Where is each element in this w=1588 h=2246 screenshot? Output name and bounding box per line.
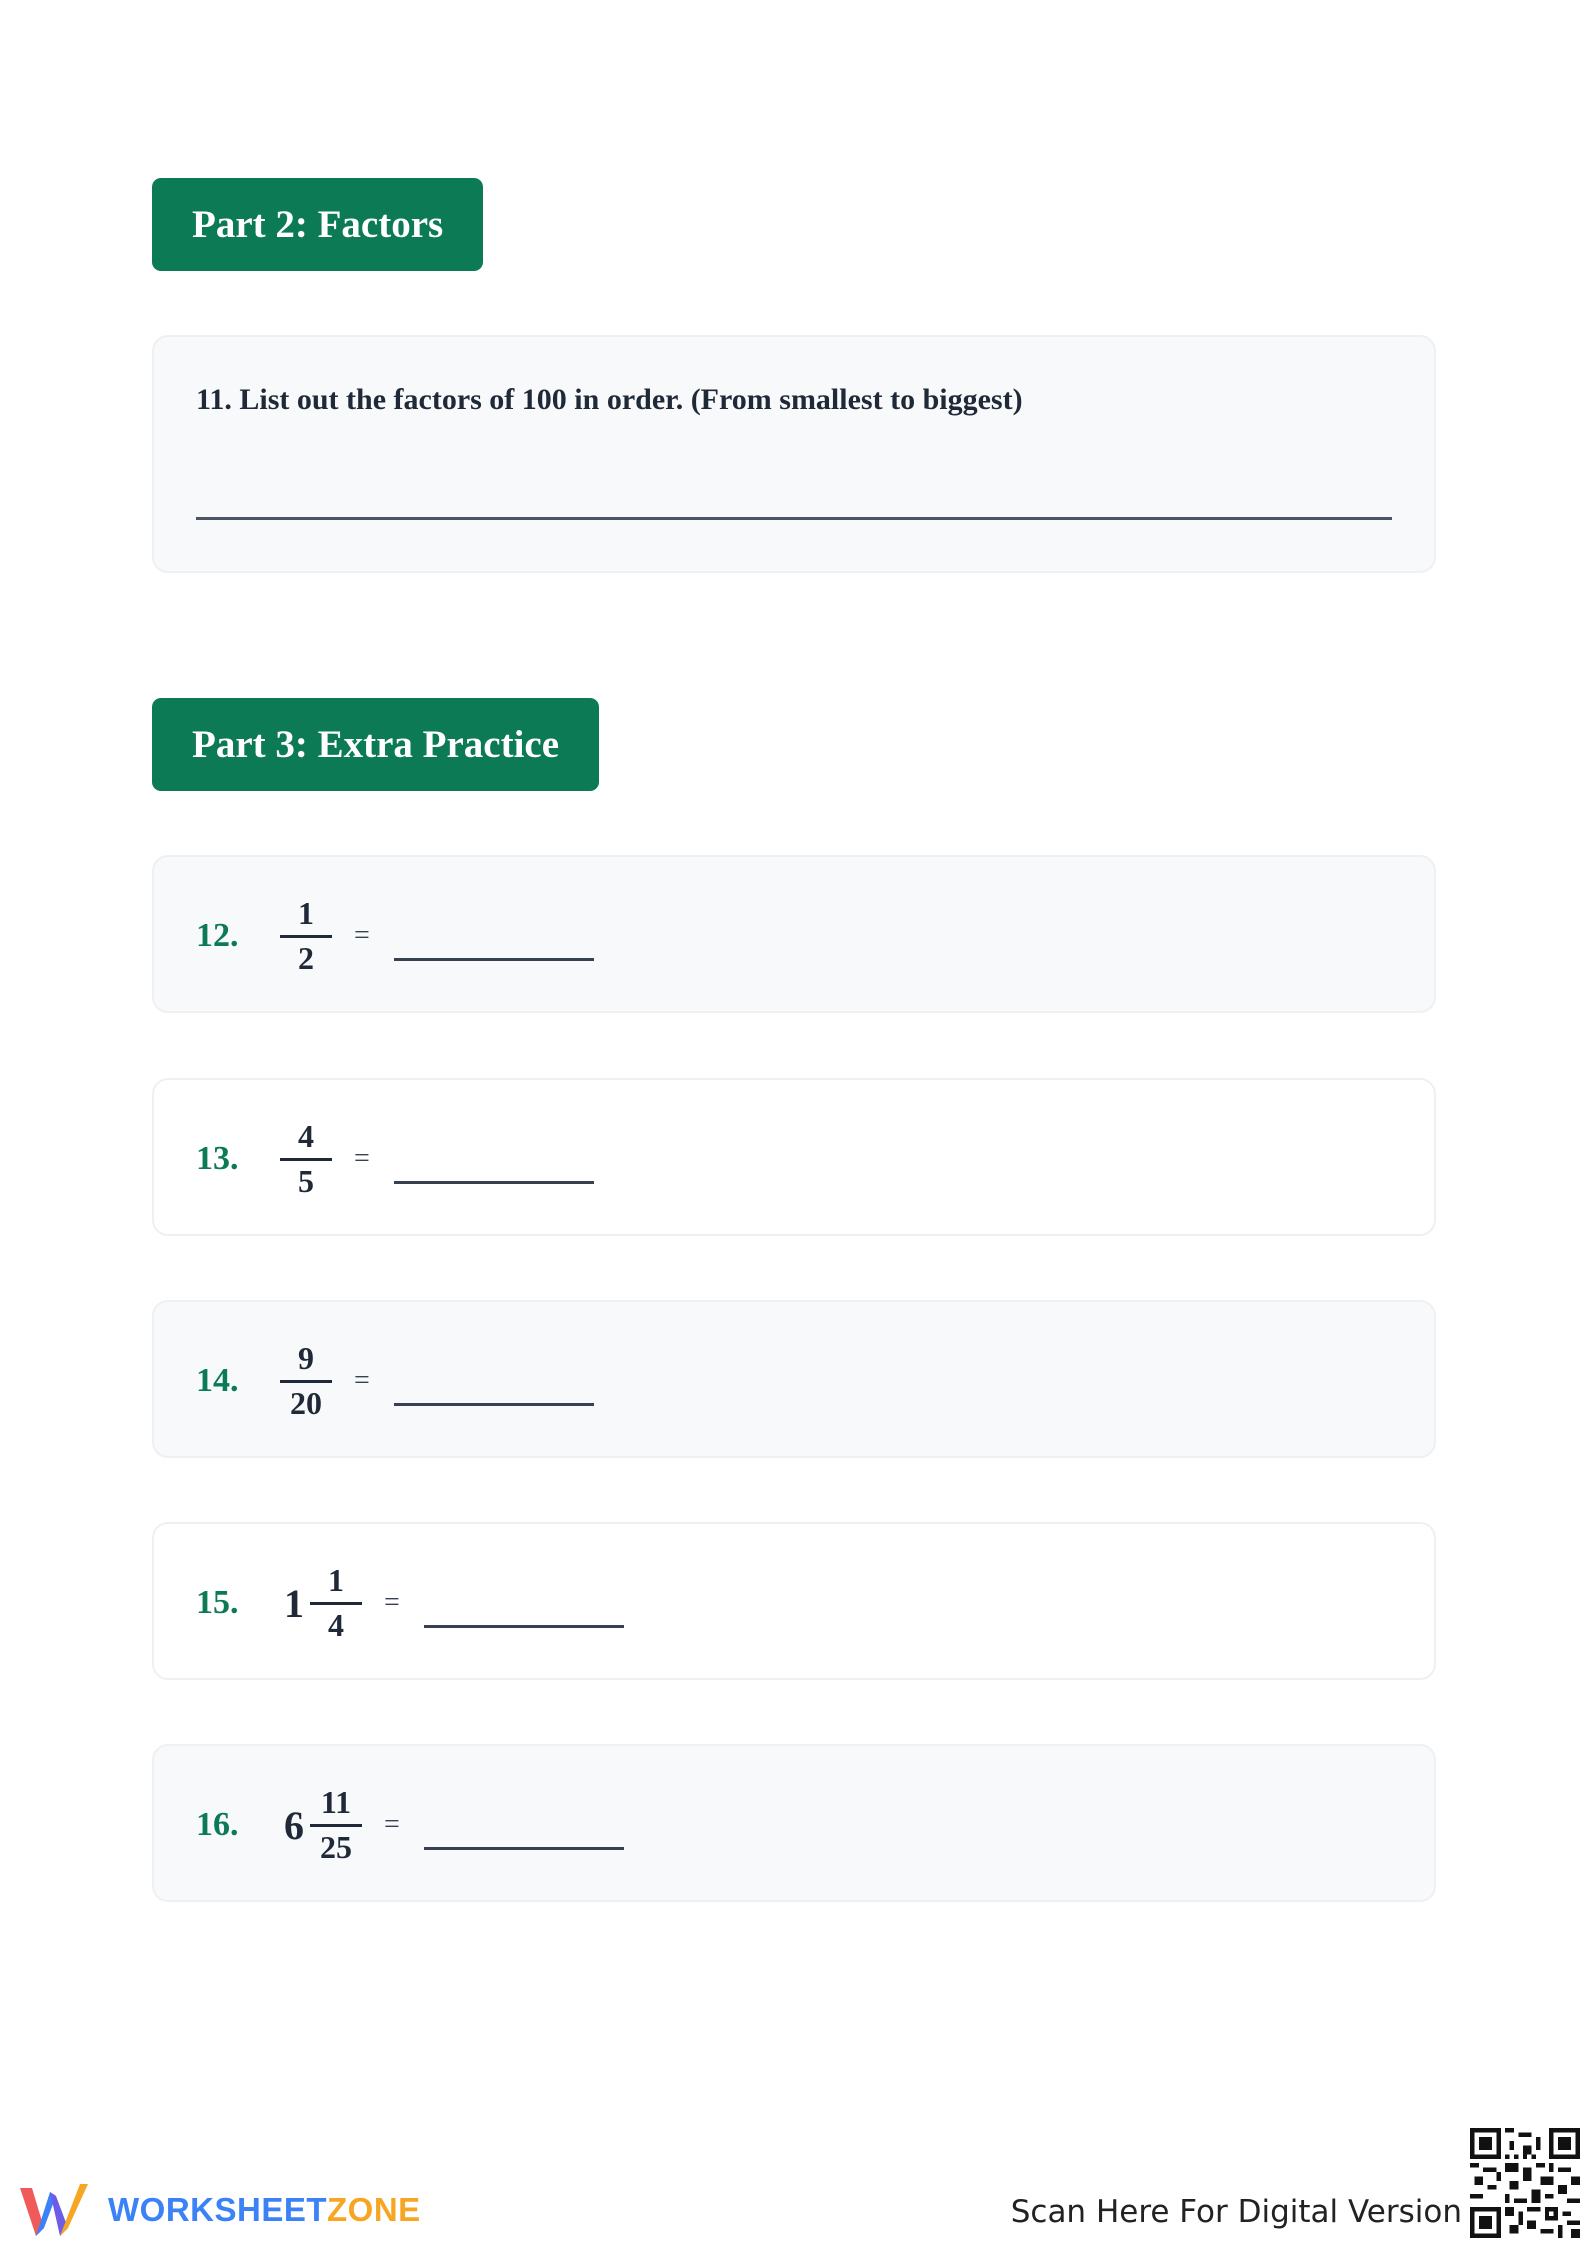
answer-blank[interactable] xyxy=(394,1403,594,1406)
denominator: 20 xyxy=(290,1384,322,1421)
numerator: 4 xyxy=(298,1118,314,1155)
fraction-bar xyxy=(310,1602,362,1605)
question-card xyxy=(152,1744,1436,1902)
numerator: 11 xyxy=(320,1784,352,1821)
question-card xyxy=(152,1522,1436,1680)
footer-logo[interactable] xyxy=(18,2182,421,2238)
numerator: 9 xyxy=(298,1340,314,1377)
question-11-card xyxy=(152,335,1436,573)
brand-part-1: WORKSHEET xyxy=(108,2191,327,2228)
denominator: 5 xyxy=(298,1162,314,1199)
fraction-bar xyxy=(280,1380,332,1383)
numerator: 1 xyxy=(328,1562,344,1599)
numerator: 1 xyxy=(298,895,314,932)
fraction-expression xyxy=(284,1080,594,1238)
brand-part-2: ZONE xyxy=(327,2191,421,2228)
equals-sign: = xyxy=(354,1365,370,1396)
fraction-expression xyxy=(284,857,594,1015)
fraction xyxy=(284,896,328,975)
answer-blank[interactable] xyxy=(394,1181,594,1184)
denominator: 2 xyxy=(298,939,314,976)
denominator: 25 xyxy=(320,1828,352,1865)
answer-blank[interactable] xyxy=(394,958,594,961)
equals-sign: = xyxy=(354,920,370,951)
fraction-bar xyxy=(280,1158,332,1161)
equals-sign: = xyxy=(384,1809,400,1840)
question-11-text: 11. List out the factors of 100 in order. (From smallest to biggest) xyxy=(196,383,1023,416)
answer-blank[interactable] xyxy=(424,1847,624,1850)
part-3-title: Part 3: Extra Practice xyxy=(192,723,560,766)
fraction xyxy=(284,1119,328,1198)
question-number: 12. xyxy=(196,917,239,954)
question-number: 16. xyxy=(196,1806,239,1843)
part-2-header xyxy=(152,178,483,271)
fraction-expression xyxy=(284,1524,624,1682)
equals-sign: = xyxy=(354,1143,370,1174)
answer-blank[interactable] xyxy=(424,1625,624,1628)
question-number: 15. xyxy=(196,1584,239,1621)
qr-code-icon[interactable] xyxy=(1470,2128,1580,2238)
fraction-bar xyxy=(310,1824,362,1827)
fraction-expression xyxy=(284,1302,594,1460)
whole-number: 6 xyxy=(284,1802,304,1848)
fraction-bar xyxy=(280,935,332,938)
question-number: 13. xyxy=(196,1140,239,1177)
worksheetzone-w-logo-icon xyxy=(18,2182,94,2238)
question-number: 14. xyxy=(196,1362,239,1399)
scan-instruction: Scan Here For Digital Version xyxy=(1010,2194,1462,2230)
fraction xyxy=(314,1785,358,1864)
whole-number: 1 xyxy=(284,1580,304,1626)
part-3-header xyxy=(152,698,599,791)
question-11-answer-line[interactable] xyxy=(196,517,1392,520)
brand-name xyxy=(108,2191,421,2229)
denominator: 4 xyxy=(328,1606,344,1643)
fraction-expression xyxy=(284,1746,624,1904)
question-card xyxy=(152,1078,1436,1236)
question-card xyxy=(152,855,1436,1013)
fraction xyxy=(314,1563,358,1642)
question-card xyxy=(152,1300,1436,1458)
equals-sign: = xyxy=(384,1587,400,1618)
fraction xyxy=(284,1341,328,1420)
part-2-title: Part 2: Factors xyxy=(192,203,444,246)
